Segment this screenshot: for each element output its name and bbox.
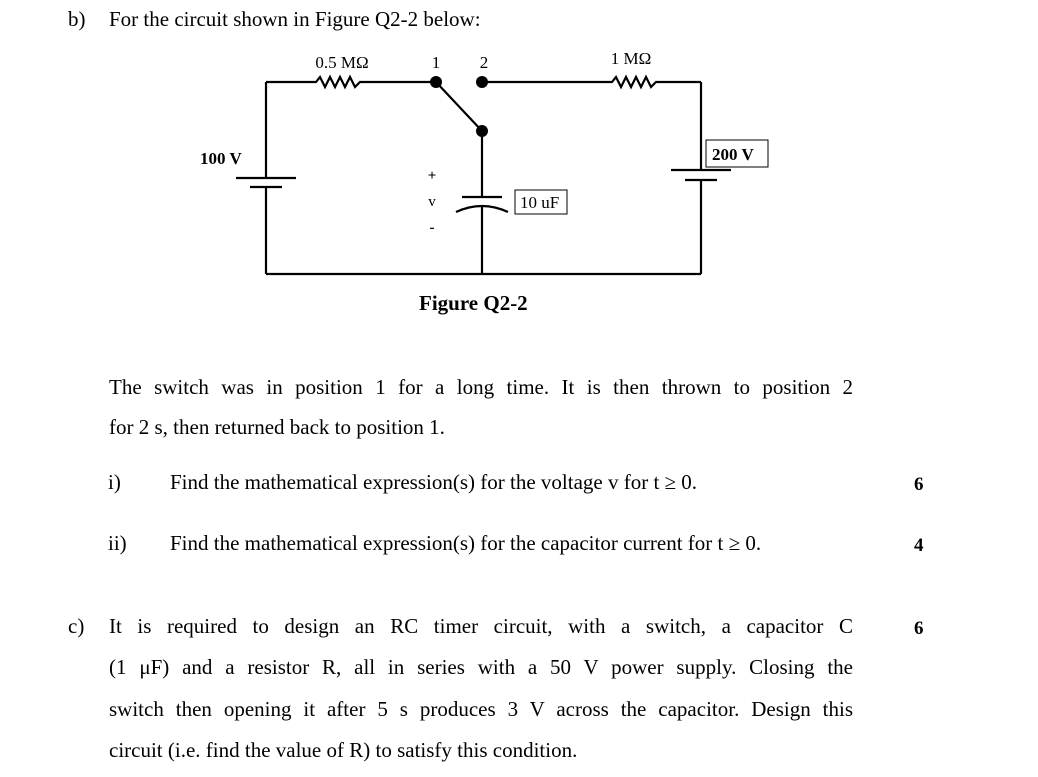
r1-label: 0.5 MΩ <box>315 53 369 72</box>
resistor-r2 <box>608 77 660 87</box>
part-c-line-1: It is required to design an RC timer circuit, with a switch, a capacitor C <box>109 614 853 638</box>
voltage-symbol: v <box>428 194 436 210</box>
capacitor-label: 10 uF <box>520 193 560 212</box>
source-left-label: 100 V <box>200 149 242 168</box>
part-c-line-3: switch then opening it after 5 s produces 3 V across the capacitor. Design this <box>109 697 853 721</box>
switch-pivot <box>476 125 488 137</box>
voltage-minus-sign: - <box>429 220 435 236</box>
switch-blade <box>436 82 482 131</box>
question-i-number: i) <box>108 470 121 494</box>
part-c-label: c) <box>68 614 85 638</box>
part-c-line-2: (1 μF) and a resistor R, all in series with a 50 V power supply. Closing the <box>109 655 853 679</box>
figure-caption: Figure Q2-2 <box>419 291 528 315</box>
part-c-line-4: circuit (i.e. find the value of R) to satisfy this condition. <box>109 738 578 762</box>
paragraph-line-2: for 2 s, then returned back to position 1. <box>109 415 445 439</box>
part-b-label: b) <box>68 7 86 31</box>
question-ii-marks: 4 <box>914 535 924 556</box>
part-b-intro: For the circuit shown in Figure Q2-2 below: <box>109 7 481 31</box>
question-i-marks: 6 <box>914 474 924 495</box>
switch-terminal-1 <box>430 76 442 88</box>
voltage-plus-sign: + <box>427 168 437 184</box>
question-ii-number: ii) <box>108 531 127 555</box>
paragraph-line-1: The switch was in position 1 for a long time. It is then thrown to position 2 <box>109 375 853 399</box>
question-ii-text: Find the mathematical expression(s) for the capacitor current for t ≥ 0. <box>170 531 762 555</box>
switch-terminal-2 <box>476 76 488 88</box>
resistor-r1 <box>312 77 372 87</box>
switch-pos2-label: 2 <box>479 53 489 72</box>
source-right-label: 200 V <box>712 145 754 164</box>
part-c-marks: 6 <box>914 618 924 639</box>
r2-label: 1 MΩ <box>610 49 652 68</box>
switch-pos1-label: 1 <box>431 53 441 72</box>
question-i-text: Find the mathematical expression(s) for the voltage v for t ≥ 0. <box>170 470 698 494</box>
